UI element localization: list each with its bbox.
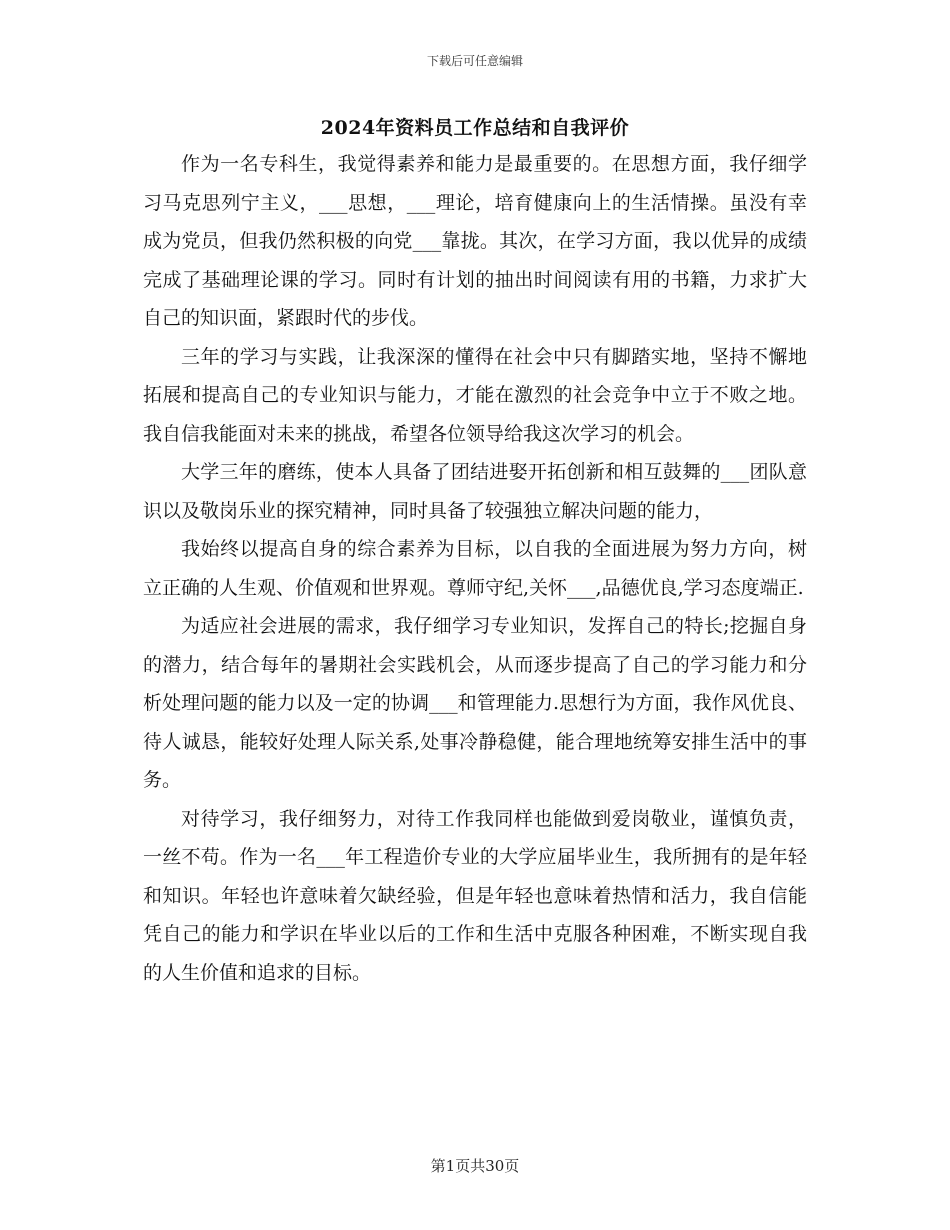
paragraph-4: 我始终以提高自身的综合素养为目标，以自我的全面进展为努力方向，树立正确的人生观、价值观和世界观。尊师守纪,关怀___,品德优良,学习态度端正. [143,538,807,599]
document-title: 2024年资料员工作总结和自我评价 [320,117,630,139]
paragraph-2: 三年的学习与实践，让我深深的懂得在社会中只有脚踏实地，坚持不懈地拓展和提高自己的专业知识与能力，才能在激烈的社会竞争中立于不败之地。我自信我能面对未来的挑战，希望各位领导给我这次学习的机会。 [143,345,807,445]
paragraph-5: 为适应社会进展的需求，我仔细学习专业知识，发挥自己的特长;挖掘自身的潜力，结合每年的暑期社会实践机会，从而逐步提高了自己的学习能力和分析处理问题的能力以及一定的协调___和管理能力.思想行为方面，我作风优良、待人诚恳，能较好处理人际关系,处事冷静稳健，能合理地统筹安排生活中的事务。 [143,615,807,791]
paragraph-6: 对待学习，我仔细努力，对待工作我同样也能做到爱岗敬业，谨慎负责，一丝不苟。作为一名___年工程造价专业的大学应届毕业生，我所拥有的是年轻和知识。年轻也许意味着欠缺经验，但是年轻也意味着热情和活力，我自信能凭自己的能力和学识在毕业以后的工作和生活中克服各种困难，不断实现自我的人生价值和追求的目标。 [143,807,807,984]
header-note: 下载后可任意编辑 [426,54,523,68]
paragraph-3: 大学三年的磨练，使本人具备了团结进娶开拓创新和相互鼓舞的___团队意识以及敬岗乐业的探究精神，同时具备了较强独立解决问题的能力， [143,461,807,522]
page-number: 第1页共30页 [430,1157,520,1175]
paragraph-1: 作为一名专科生，我觉得素养和能力是最重要的。在思想方面，我仔细学习马克思列宁主义，___思想，___理论，培育健康向上的生活情操。虽没有幸成为党员，但我仍然积极的向党___靠拢。其次，在学习方面，我以优异的成绩完成了基础理论课的学习。同时有计划的抽出时间阅读有用的书籍，力求扩大自己的知识面，紧跟时代的步伐。 [143,153,807,329]
document-body [143,145,807,992]
